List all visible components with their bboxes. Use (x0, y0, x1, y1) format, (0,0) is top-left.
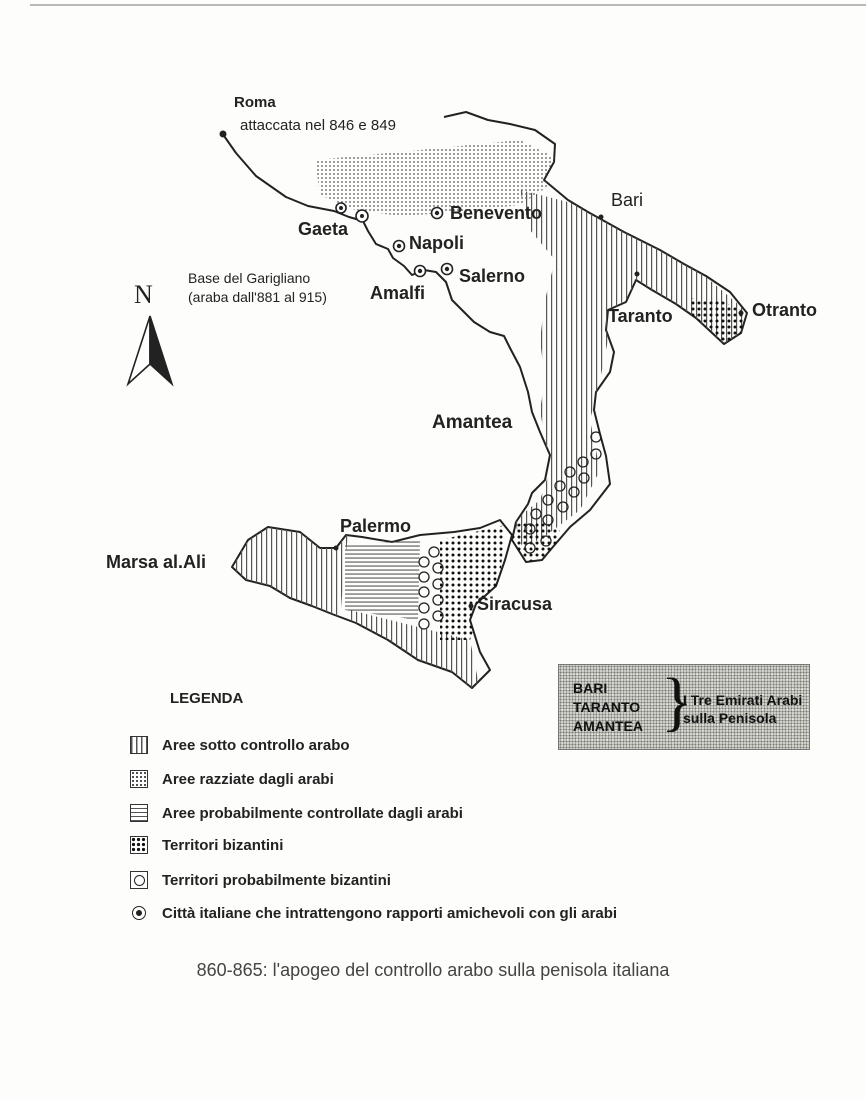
emirate-taranto: TARANTO (573, 699, 641, 715)
friendly-city-icon (132, 906, 146, 920)
roma-note: attaccata nel 846 e 849 (240, 117, 396, 134)
napoli-marker (394, 241, 405, 252)
emirate-amantea: AMANTEA (573, 718, 643, 734)
amalfi-marker (415, 266, 426, 277)
gaeta-marker (336, 203, 346, 213)
amalfi-label: Amalfi (370, 283, 426, 303)
north-label: N (134, 280, 153, 309)
garigliano-marker (356, 210, 368, 222)
byzantine-swatch (130, 836, 148, 854)
legend-item-probbyz (130, 869, 391, 891)
legend-item-raid (130, 768, 334, 790)
benevento-label: Benevento (450, 203, 543, 223)
legend-label: Aree probabilmente controllate dagli arabi (162, 804, 463, 822)
salerno-label: Salerno (459, 266, 526, 286)
amantea-label: Amantea (432, 412, 513, 433)
benevento-marker (432, 208, 443, 219)
legend-item-prob (130, 802, 463, 824)
legend-item-byz (130, 834, 283, 856)
legend-label: Territori bizantini (162, 836, 284, 854)
siracusa-label: Siracusa (477, 594, 553, 614)
north-arrow (120, 280, 180, 390)
gaeta-label: Gaeta (298, 219, 349, 239)
byzantine-area-sicily (440, 525, 505, 640)
bari-marker (599, 215, 604, 220)
brace: } (661, 665, 693, 738)
marsa-label: Marsa al.Ali (106, 552, 207, 572)
probable-byzantine-swatch (130, 871, 148, 889)
emirate-bari: BARI (573, 680, 608, 696)
otranto-label: Otranto (752, 300, 817, 320)
legend-item-arab (130, 734, 350, 756)
emirates-desc-line2: sulla Penisola (683, 710, 777, 726)
legend-label: Città italiane che intrattengono rapporti amichevoli con gli arabi (162, 904, 618, 922)
raided-swatch (130, 770, 148, 788)
three-emirates-box (558, 664, 810, 750)
garigliano-label-line1: Base del Garigliano (188, 270, 311, 286)
arab-control-swatch (130, 736, 148, 754)
arab-area-sicily-west (230, 520, 350, 620)
taranto-marker (635, 272, 640, 277)
legend-title: LEGENDA (170, 690, 244, 707)
roma-marker (220, 131, 227, 138)
compass-arrow-icon (120, 280, 180, 390)
roma-label: Roma (234, 94, 276, 111)
salerno-marker (442, 264, 453, 275)
legend-item-city (132, 902, 617, 924)
probable-arab-swatch (130, 804, 148, 822)
emirates-list (573, 679, 643, 736)
legend-label: Aree razziate dagli arabi (162, 770, 334, 788)
legend-label: Territori probabilmente bizantini (162, 871, 391, 889)
bari-label: Bari (611, 190, 644, 210)
napoli-label: Napoli (409, 233, 465, 253)
caption: 860-865: l'apogeo del controllo arabo sulla penisola italiana (196, 960, 670, 980)
emirates-desc-line1: I Tre Emirati Arabi (683, 692, 803, 708)
legend-label: Aree sotto controllo arabo (162, 736, 350, 754)
palermo-label: Palermo (340, 516, 412, 536)
arab-area-mainland (515, 190, 745, 545)
siracusa-marker (469, 604, 474, 609)
otranto-marker (739, 311, 744, 316)
probable-arab-area-sicily (345, 540, 420, 620)
garigliano-label-line2: (araba dall'881 al 915) (188, 289, 327, 305)
emirates-description (683, 691, 802, 727)
palermo-marker (334, 546, 339, 551)
taranto-label: Taranto (608, 306, 673, 326)
